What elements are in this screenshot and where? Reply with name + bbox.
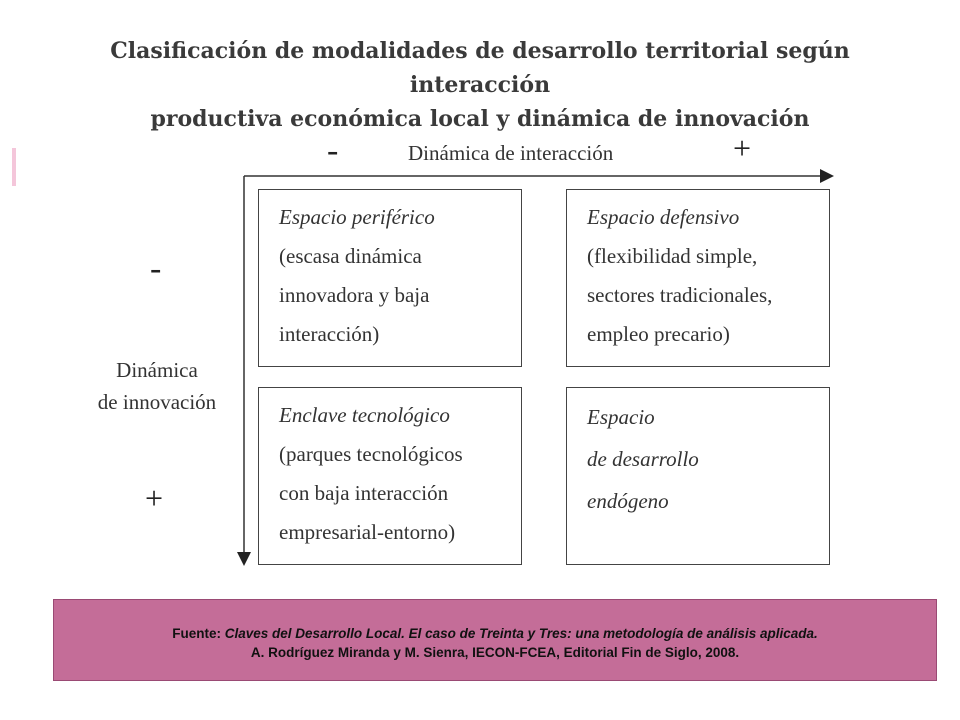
title-line-2: productiva económica local y dinámica de innovación xyxy=(150,106,810,132)
y-axis-arrowhead xyxy=(237,552,251,566)
y-axis-label-line-1: Dinámica xyxy=(116,358,198,382)
y-axis-label-line-2: de innovación xyxy=(97,390,217,414)
y-axis-minus-sign: - xyxy=(150,250,162,287)
quadrant-technological-enclave xyxy=(258,387,522,565)
source-line-2: A. Rodríguez Miranda y M. Sienra, IECON-FCEA, Editorial Fin de Siglo, 2008. xyxy=(250,645,740,660)
quadrant-name: Espacio defensivo xyxy=(587,205,740,229)
quadrant-name: Espacio de desarrollo endógeno xyxy=(587,405,699,513)
quadrant-endogenous-development xyxy=(566,387,830,565)
title-line-1: Clasificación de modalidades de desarrollo territorial según interacción xyxy=(110,38,850,98)
quadrant-name: Espacio periférico xyxy=(279,205,435,229)
source-prefix: Fuente: xyxy=(172,626,225,641)
quadrant-name: Enclave tecnológico xyxy=(279,403,450,427)
x-axis-label: Dinámica de interacción xyxy=(408,141,614,165)
source-work-title: Claves del Desarrollo Local. El caso de Treinta y Tres: una metodología de análisis aplicada. xyxy=(224,626,818,641)
quadrant-peripheral-space xyxy=(258,189,522,367)
quadrant-description: (parques tecnológicos con baja interacción empresarial-entorno) xyxy=(279,442,463,544)
x-axis-plus-sign: + xyxy=(733,130,752,166)
source-line-1 xyxy=(54,624,936,643)
y-axis-label xyxy=(82,354,232,418)
quadrant-defensive-space xyxy=(566,189,830,367)
y-axis-plus-sign: + xyxy=(145,480,164,516)
quadrant-description: (escasa dinámica innovadora y baja interacción) xyxy=(279,244,430,346)
x-axis-minus-sign: - xyxy=(327,132,339,169)
source-citation xyxy=(53,599,937,681)
quadrant-description: (flexibilidad simple, sectores tradicionales, empleo precario) xyxy=(587,244,773,346)
x-axis-arrowhead xyxy=(820,169,834,183)
